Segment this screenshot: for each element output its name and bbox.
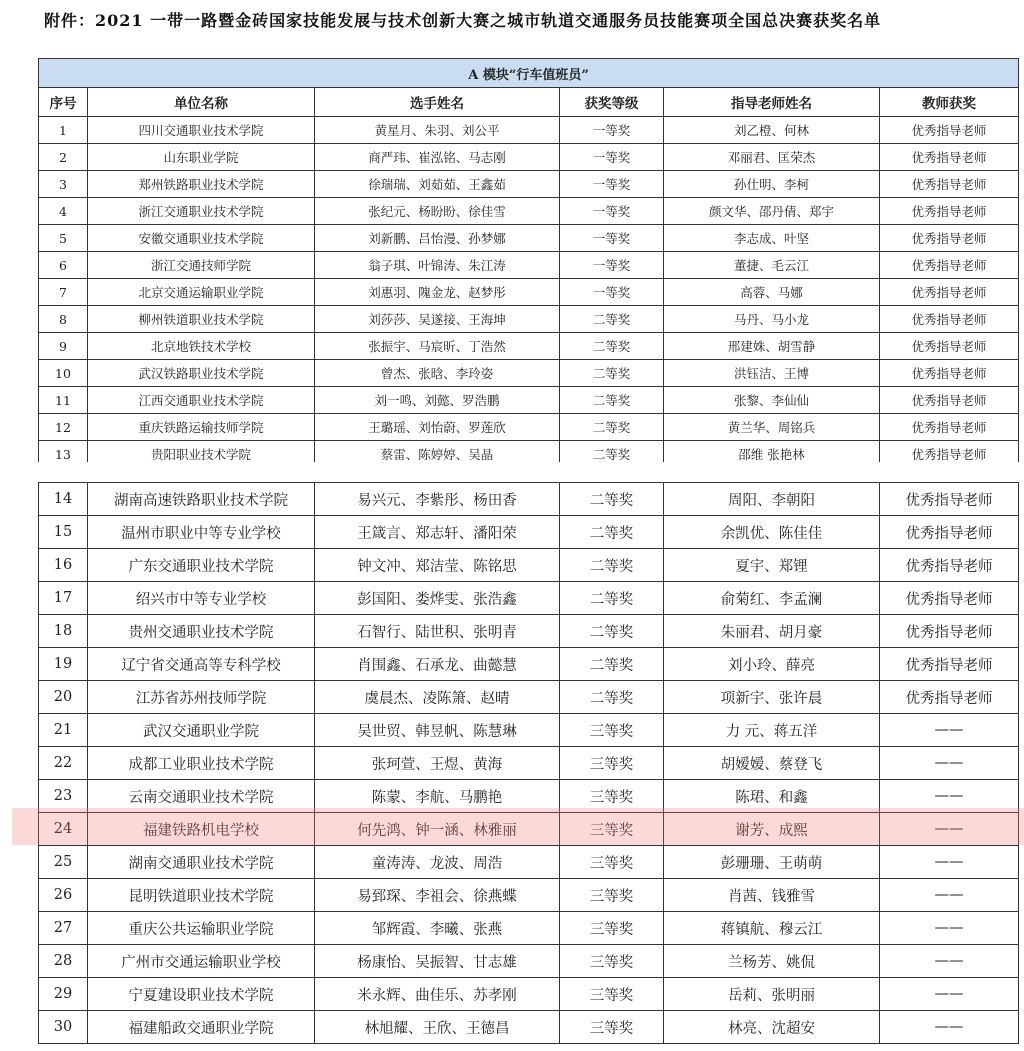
header-contestants: 选手姓名 bbox=[315, 88, 560, 117]
cell-award-level: 二等奖 bbox=[560, 306, 664, 333]
cell-index: 8 bbox=[39, 306, 88, 333]
cell-index: 7 bbox=[39, 279, 88, 306]
cell-contestants: 钟文冲、郑洁莹、陈铭思 bbox=[315, 549, 560, 582]
cell-coaches: 兰杨芳、姚侃 bbox=[664, 945, 880, 978]
cell-teacher-award: 优秀指导老师 bbox=[880, 306, 1019, 333]
results-table-bottom bbox=[38, 482, 1019, 1044]
cell-teacher-award: —— bbox=[880, 945, 1019, 978]
cell-contestants: 刘新鹏、吕怡漫、孙梦娜 bbox=[315, 225, 560, 252]
table-row bbox=[39, 483, 1019, 516]
cell-teacher-award: 优秀指导老师 bbox=[880, 360, 1019, 387]
cell-coaches: 孙仕明、李柯 bbox=[664, 171, 880, 198]
cell-award-level: 二等奖 bbox=[560, 441, 664, 468]
cell-teacher-award: 优秀指导老师 bbox=[880, 225, 1019, 252]
cell-school: 北京交通运输职业学院 bbox=[88, 279, 315, 306]
table-row bbox=[39, 978, 1019, 1011]
cell-contestants: 徐瑞瑞、刘茹茹、王鑫茹 bbox=[315, 171, 560, 198]
cell-contestants: 易郅琛、李祖会、徐燕蝶 bbox=[315, 879, 560, 912]
cell-index: 11 bbox=[39, 387, 88, 414]
cell-contestants: 蔡雷、陈婷婷、吴晶 bbox=[315, 441, 560, 468]
cell-teacher-award: —— bbox=[880, 1011, 1019, 1044]
table-row bbox=[39, 252, 1019, 279]
cell-contestants: 黄星月、朱羽、刘公平 bbox=[315, 117, 560, 144]
cell-award-level: 一等奖 bbox=[560, 171, 664, 198]
cell-index: 29 bbox=[39, 978, 88, 1011]
table-row bbox=[39, 198, 1019, 225]
cell-coaches: 林亮、沈超安 bbox=[664, 1011, 880, 1044]
cell-teacher-award: 优秀指导老师 bbox=[880, 171, 1019, 198]
cell-index: 27 bbox=[39, 912, 88, 945]
cell-coaches: 彭珊珊、王萌萌 bbox=[664, 846, 880, 879]
cell-index: 16 bbox=[39, 549, 88, 582]
cell-coaches: 洪钰洁、王博 bbox=[664, 360, 880, 387]
cell-teacher-award: 优秀指导老师 bbox=[880, 441, 1019, 468]
cell-contestants: 商严玮、崔泓铭、马志刚 bbox=[315, 144, 560, 171]
cell-school: 昆明铁道职业技术学院 bbox=[88, 879, 315, 912]
cell-school: 宁夏建设职业技术学院 bbox=[88, 978, 315, 1011]
cell-contestants: 王璐瑶、刘怡蔚、罗莲欣 bbox=[315, 414, 560, 441]
cell-school: 重庆铁路运输技师学院 bbox=[88, 414, 315, 441]
cell-contestants: 刘莎莎、吴遂接、王海坤 bbox=[315, 306, 560, 333]
cell-index: 3 bbox=[39, 171, 88, 198]
cell-award-level: 二等奖 bbox=[560, 648, 664, 681]
header-school: 单位名称 bbox=[88, 88, 315, 117]
cell-award-level: 一等奖 bbox=[560, 252, 664, 279]
cell-coaches: 刘小玲、薛亮 bbox=[664, 648, 880, 681]
cell-index: 2 bbox=[39, 144, 88, 171]
cell-teacher-award: 优秀指导老师 bbox=[880, 648, 1019, 681]
table-row bbox=[39, 912, 1019, 945]
cell-school: 山东职业学院 bbox=[88, 144, 315, 171]
cell-index: 17 bbox=[39, 582, 88, 615]
cell-contestants: 易兴元、李紫彤、杨田香 bbox=[315, 483, 560, 516]
cell-award-level: 二等奖 bbox=[560, 681, 664, 714]
table-row bbox=[39, 549, 1019, 582]
cell-coaches: 邵维 张艳林 bbox=[664, 441, 880, 468]
cell-award-level: 三等奖 bbox=[560, 714, 664, 747]
cell-school: 柳州铁道职业技术学院 bbox=[88, 306, 315, 333]
cell-school: 安徽交通职业技术学院 bbox=[88, 225, 315, 252]
cell-contestants: 米永辉、曲佳乐、苏孝刚 bbox=[315, 978, 560, 1011]
cell-school: 辽宁省交通高等专科学校 bbox=[88, 648, 315, 681]
cell-award-level: 二等奖 bbox=[560, 360, 664, 387]
table-row bbox=[39, 360, 1019, 387]
cell-coaches: 黄兰华、周铭兵 bbox=[664, 414, 880, 441]
table-row bbox=[39, 648, 1019, 681]
cell-contestants: 王箴言、郑志轩、潘阳荣 bbox=[315, 516, 560, 549]
cell-coaches: 俞菊红、李孟澜 bbox=[664, 582, 880, 615]
cell-school: 重庆公共运输职业学院 bbox=[88, 912, 315, 945]
cell-coaches: 蒋镇航、穆云江 bbox=[664, 912, 880, 945]
table-row bbox=[39, 879, 1019, 912]
cell-teacher-award: 优秀指导老师 bbox=[880, 414, 1019, 441]
cell-index: 30 bbox=[39, 1011, 88, 1044]
cell-award-level: 一等奖 bbox=[560, 117, 664, 144]
table-row bbox=[39, 945, 1019, 978]
table-row bbox=[39, 846, 1019, 879]
cell-index: 4 bbox=[39, 198, 88, 225]
cell-teacher-award: 优秀指导老师 bbox=[880, 615, 1019, 648]
cell-contestants: 曾杰、张晗、李玲姿 bbox=[315, 360, 560, 387]
cell-teacher-award: 优秀指导老师 bbox=[880, 144, 1019, 171]
cell-index: 25 bbox=[39, 846, 88, 879]
module-banner: A 模块“行车值班员” bbox=[39, 59, 1019, 88]
cell-award-level: 三等奖 bbox=[560, 912, 664, 945]
cell-school: 温州市职业中等专业学校 bbox=[88, 516, 315, 549]
cell-school: 浙江交通职业技术学院 bbox=[88, 198, 315, 225]
cell-teacher-award: 优秀指导老师 bbox=[880, 549, 1019, 582]
cell-school: 浙江交通技师学院 bbox=[88, 252, 315, 279]
cell-school: 广东交通职业技术学院 bbox=[88, 549, 315, 582]
table-row bbox=[39, 615, 1019, 648]
cell-index: 24 bbox=[39, 813, 88, 846]
page-break-gap bbox=[38, 462, 1020, 482]
cell-award-level: 三等奖 bbox=[560, 846, 664, 879]
table-row bbox=[39, 582, 1019, 615]
cell-coaches: 邓丽君、匡荣杰 bbox=[664, 144, 880, 171]
cell-school: 江苏省苏州技师学院 bbox=[88, 681, 315, 714]
cell-school: 云南交通职业技术学院 bbox=[88, 780, 315, 813]
cell-teacher-award: 优秀指导老师 bbox=[880, 279, 1019, 306]
cell-index: 14 bbox=[39, 483, 88, 516]
table-row bbox=[39, 117, 1019, 144]
cell-award-level: 三等奖 bbox=[560, 747, 664, 780]
cell-coaches: 夏宇、郑锂 bbox=[664, 549, 880, 582]
cell-teacher-award: 优秀指导老师 bbox=[880, 516, 1019, 549]
cell-award-level: 二等奖 bbox=[560, 387, 664, 414]
cell-teacher-award: —— bbox=[880, 912, 1019, 945]
cell-award-level: 一等奖 bbox=[560, 279, 664, 306]
cell-index: 10 bbox=[39, 360, 88, 387]
cell-contestants: 陈蒙、李航、马鹏艳 bbox=[315, 780, 560, 813]
table-row bbox=[39, 387, 1019, 414]
cell-contestants: 杨康怡、吴振智、甘志雄 bbox=[315, 945, 560, 978]
header-award-level: 获奖等级 bbox=[560, 88, 664, 117]
cell-contestants: 彭国阳、娄烨雯、张浩鑫 bbox=[315, 582, 560, 615]
cell-coaches: 董捷、毛云江 bbox=[664, 252, 880, 279]
cell-award-level: 二等奖 bbox=[560, 516, 664, 549]
cell-award-level: 二等奖 bbox=[560, 333, 664, 360]
cell-contestants: 刘惠羽、隗金龙、赵梦彤 bbox=[315, 279, 560, 306]
table-row bbox=[39, 780, 1019, 813]
cell-school: 贵州交通职业技术学院 bbox=[88, 615, 315, 648]
cell-award-level: 三等奖 bbox=[560, 813, 664, 846]
cell-teacher-award: —— bbox=[880, 747, 1019, 780]
cell-award-level: 二等奖 bbox=[560, 549, 664, 582]
cell-index: 28 bbox=[39, 945, 88, 978]
cell-coaches: 刘乙橙、何林 bbox=[664, 117, 880, 144]
cell-contestants: 邹辉霞、李曦、张燕 bbox=[315, 912, 560, 945]
cell-contestants: 张珂萱、王煜、黄海 bbox=[315, 747, 560, 780]
cell-award-level: 二等奖 bbox=[560, 615, 664, 648]
cell-school: 成都工业职业技术学院 bbox=[88, 747, 315, 780]
cell-index: 6 bbox=[39, 252, 88, 279]
cell-contestants: 肖围鑫、石承龙、曲懿慧 bbox=[315, 648, 560, 681]
cell-award-level: 一等奖 bbox=[560, 144, 664, 171]
cell-teacher-award: —— bbox=[880, 780, 1019, 813]
cell-teacher-award: —— bbox=[880, 879, 1019, 912]
cell-award-level: 三等奖 bbox=[560, 1011, 664, 1044]
cell-coaches: 李志成、叶坚 bbox=[664, 225, 880, 252]
cell-index: 23 bbox=[39, 780, 88, 813]
table-row bbox=[39, 813, 1019, 846]
cell-school: 北京地铁技术学校 bbox=[88, 333, 315, 360]
cell-award-level: 三等奖 bbox=[560, 945, 664, 978]
cell-teacher-award: 优秀指导老师 bbox=[880, 252, 1019, 279]
cell-contestants: 何先鸿、钟一涵、林雅丽 bbox=[315, 813, 560, 846]
cell-school: 武汉交通职业学院 bbox=[88, 714, 315, 747]
table-row bbox=[39, 171, 1019, 198]
table-row bbox=[39, 1011, 1019, 1044]
table-row bbox=[39, 681, 1019, 714]
document-title: 附件：2021 一带一路暨金砖国家技能发展与技术创新大赛之城市轨道交通服务员技能赛项全国总决赛获奖名单 bbox=[44, 11, 882, 30]
cell-coaches: 力 元、蒋五洋 bbox=[664, 714, 880, 747]
cell-teacher-award: 优秀指导老师 bbox=[880, 387, 1019, 414]
cell-coaches: 张黎、李仙仙 bbox=[664, 387, 880, 414]
cell-contestants: 虞晨杰、凌陈箫、赵晴 bbox=[315, 681, 560, 714]
cell-teacher-award: —— bbox=[880, 978, 1019, 1011]
cell-contestants: 吴世贸、韩昱帆、陈慧琳 bbox=[315, 714, 560, 747]
cell-index: 26 bbox=[39, 879, 88, 912]
cell-coaches: 项新宇、张许晨 bbox=[664, 681, 880, 714]
cell-award-level: 二等奖 bbox=[560, 414, 664, 441]
cell-index: 9 bbox=[39, 333, 88, 360]
cell-award-level: 二等奖 bbox=[560, 582, 664, 615]
cell-award-level: 一等奖 bbox=[560, 198, 664, 225]
cell-teacher-award: 优秀指导老师 bbox=[880, 333, 1019, 360]
cell-teacher-award: —— bbox=[880, 714, 1019, 747]
cell-contestants: 翁子琪、叶锦涛、朱江涛 bbox=[315, 252, 560, 279]
table-row bbox=[39, 414, 1019, 441]
cell-school: 贵阳职业技术学院 bbox=[88, 441, 315, 468]
cell-coaches: 朱丽君、胡月豪 bbox=[664, 615, 880, 648]
cell-contestants: 张振宇、马宸昕、丁浩然 bbox=[315, 333, 560, 360]
cell-coaches: 颜文华、邵丹倩、郑宇 bbox=[664, 198, 880, 225]
cell-coaches: 胡嫒嫒、蔡登飞 bbox=[664, 747, 880, 780]
cell-coaches: 高蓉、马娜 bbox=[664, 279, 880, 306]
cell-school: 福建铁路机电学校 bbox=[88, 813, 315, 846]
cell-coaches: 周阳、李朝阳 bbox=[664, 483, 880, 516]
cell-teacher-award: 优秀指导老师 bbox=[880, 582, 1019, 615]
cell-award-level: 一等奖 bbox=[560, 225, 664, 252]
cell-contestants: 刘一鸣、刘懿、罗浩鹏 bbox=[315, 387, 560, 414]
cell-teacher-award: —— bbox=[880, 813, 1019, 846]
cell-contestants: 石智行、陆世积、张明青 bbox=[315, 615, 560, 648]
cell-school: 湖南高速铁路职业技术学院 bbox=[88, 483, 315, 516]
cell-coaches: 陈珺、和鑫 bbox=[664, 780, 880, 813]
table-row bbox=[39, 747, 1019, 780]
cell-index: 5 bbox=[39, 225, 88, 252]
cell-teacher-award: —— bbox=[880, 846, 1019, 879]
table-row bbox=[39, 333, 1019, 360]
cell-coaches: 岳莉、张明丽 bbox=[664, 978, 880, 1011]
cell-teacher-award: 优秀指导老师 bbox=[880, 681, 1019, 714]
cell-contestants: 张纪元、杨盼盼、徐佳雪 bbox=[315, 198, 560, 225]
cell-coaches: 马丹、马小龙 bbox=[664, 306, 880, 333]
header-teacher-award: 教师获奖 bbox=[880, 88, 1019, 117]
cell-contestants: 林旭耀、王欣、王德昌 bbox=[315, 1011, 560, 1044]
cell-coaches: 邢建姝、胡雪静 bbox=[664, 333, 880, 360]
cell-index: 20 bbox=[39, 681, 88, 714]
cell-index: 22 bbox=[39, 747, 88, 780]
cell-index: 13 bbox=[39, 441, 88, 468]
cell-school: 绍兴市中等专业学校 bbox=[88, 582, 315, 615]
cell-coaches: 谢芳、成熙 bbox=[664, 813, 880, 846]
header-coaches: 指导老师姓名 bbox=[664, 88, 880, 117]
table-row bbox=[39, 144, 1019, 171]
table-row bbox=[39, 225, 1019, 252]
cell-teacher-award: 优秀指导老师 bbox=[880, 117, 1019, 144]
cell-school: 福建船政交通职业学院 bbox=[88, 1011, 315, 1044]
cell-index: 21 bbox=[39, 714, 88, 747]
table-row bbox=[39, 279, 1019, 306]
cell-coaches: 余凯优、陈佳佳 bbox=[664, 516, 880, 549]
cell-index: 1 bbox=[39, 117, 88, 144]
cell-teacher-award: 优秀指导老师 bbox=[880, 198, 1019, 225]
cell-index: 18 bbox=[39, 615, 88, 648]
cell-award-level: 三等奖 bbox=[560, 780, 664, 813]
results-table-top bbox=[38, 58, 1019, 468]
cell-contestants: 童涛涛、龙波、周浩 bbox=[315, 846, 560, 879]
table-row bbox=[39, 714, 1019, 747]
cell-award-level: 三等奖 bbox=[560, 879, 664, 912]
cell-award-level: 三等奖 bbox=[560, 978, 664, 1011]
cell-school: 江西交通职业技术学院 bbox=[88, 387, 315, 414]
cell-school: 四川交通职业技术学院 bbox=[88, 117, 315, 144]
cell-award-level: 二等奖 bbox=[560, 483, 664, 516]
cell-school: 武汉铁路职业技术学院 bbox=[88, 360, 315, 387]
cell-school: 湖南交通职业技术学院 bbox=[88, 846, 315, 879]
cell-index: 15 bbox=[39, 516, 88, 549]
cell-school: 广州市交通运输职业学校 bbox=[88, 945, 315, 978]
cell-index: 19 bbox=[39, 648, 88, 681]
table-row bbox=[39, 516, 1019, 549]
table-row bbox=[39, 306, 1019, 333]
cell-school: 郑州铁路职业技术学院 bbox=[88, 171, 315, 198]
cell-coaches: 肖茜、钱雅雪 bbox=[664, 879, 880, 912]
cell-index: 12 bbox=[39, 414, 88, 441]
header-index: 序号 bbox=[39, 88, 88, 117]
cell-teacher-award: 优秀指导老师 bbox=[880, 483, 1019, 516]
